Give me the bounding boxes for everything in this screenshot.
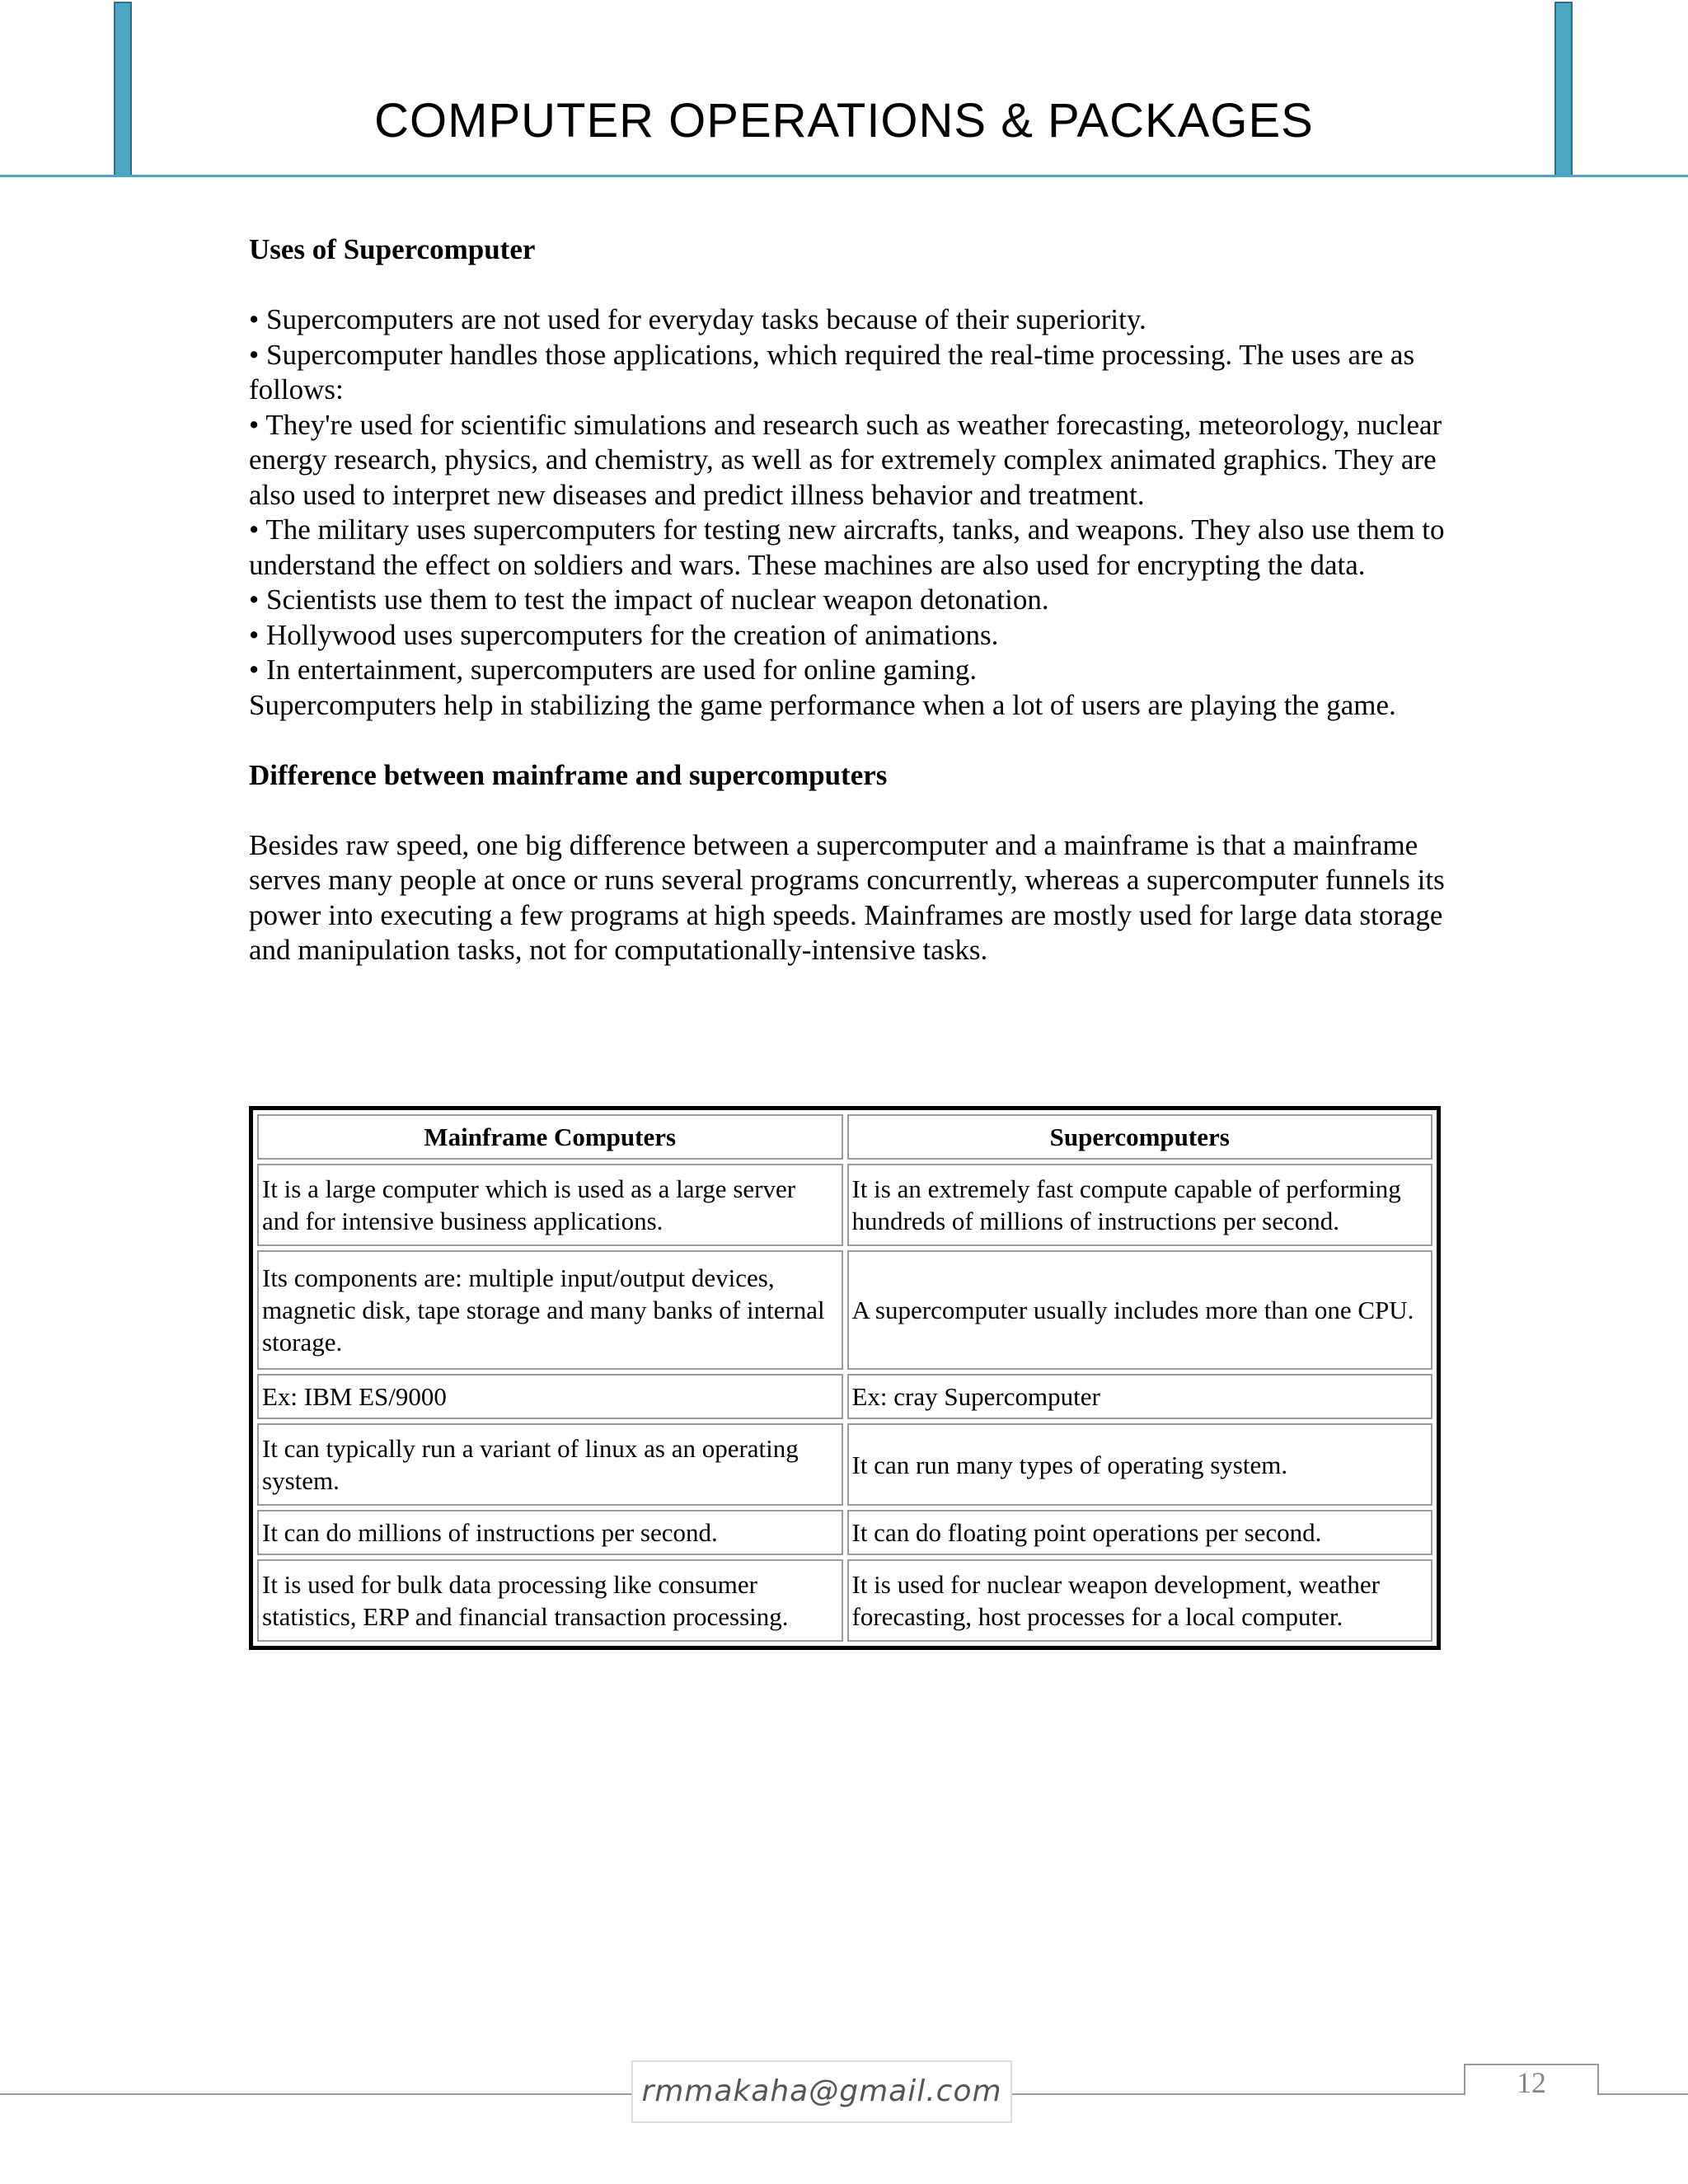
table-cell: It is used for bulk data processing like consumer statistics, ERP and financial transaction processing. [257,1559,843,1642]
table-row [257,1510,1432,1555]
table-cell: It can typically run a variant of linux as an operating system. [257,1423,843,1506]
footer-rule-middle [1012,2093,1465,2095]
header-right-bar [1554,2,1573,176]
table-cell: It can do millions of instructions per second. [257,1510,843,1555]
table-cell: Ex: cray Supercomputer [847,1374,1433,1419]
page-number: 12 [1517,2066,1546,2099]
table-cell: Its components are: multiple input/output devices, magnetic disk, tape storage and many banks of internal storage. [257,1250,843,1371]
header-left-bar [114,2,132,176]
table-header-row [257,1114,1432,1160]
bullet-line: • They're used for scientific simulations and research such as weather forecasting, meteorology, nuclear energy research, physics, and chemistry, as well as for extremely complex animated graphics. They are also used to interpret new diseases and predict illness behavior and treatment. [249,408,1442,511]
page-title: COMPUTER OPERATIONS & PACKAGES [374,94,1314,148]
table-cell: It is used for nuclear weapon development, weather forecasting, host processes for a local computer. [847,1559,1433,1642]
main-content [249,232,1452,968]
table-cell: Ex: IBM ES/9000 [257,1374,843,1419]
table-cell: It can do floating point operations per second. [847,1510,1433,1555]
table-row [257,1374,1432,1419]
section-heading-difference: Difference between mainframe and supercomputers [249,758,888,791]
paragraph-line: Supercomputers help in stabilizing the game performance when a lot of users are playing the game. [249,688,1396,721]
footer-email: rmmakaha@gmail.com [631,2060,1012,2123]
bullet-line: • Supercomputers are not used for everyday tasks because of their superiority. [249,303,1146,335]
section-heading-uses: Uses of Supercomputer [249,233,536,265]
table-row [257,1559,1432,1642]
bullet-line: • The military uses supercomputers for testing new aircrafts, tanks, and weapons. They also use them to understand the effect on soldiers and wars. These machines are also used for encrypting the data. [249,513,1445,581]
bullet-line: • In entertainment, supercomputers are used for online gaming. [249,654,978,686]
difference-paragraph: Besides raw speed, one big difference between a supercomputer and a mainframe is that a mainframe serves many people at once or runs several programs concurrently, whereas a supercomputer funnels its power into executing a few programs at high speeds. Mainframes are mostly used for large data storage and manipulation tasks, not for computationally-intensive tasks. [249,828,1445,966]
table-row [257,1423,1432,1506]
table-cell: It is a large computer which is used as a large server and for intensive business applications. [257,1164,843,1246]
footer-rule-right [1599,2093,1688,2095]
table-row [257,1250,1432,1371]
table-cell: A supercomputer usually includes more than one CPU. [847,1250,1433,1371]
bullet-line: • Supercomputer handles those applications, which required the real-time processing. The uses are as follows: [249,338,1415,405]
bullet-line: • Scientists use them to test the impact of nuclear weapon detonation. [249,583,1049,616]
comparison-table [249,1106,1441,1650]
table-cell: It is an extremely fast compute capable of performing hundreds of millions of instructions per second. [847,1164,1433,1246]
table-cell: It can run many types of operating system. [847,1423,1433,1506]
header-supercomputers: Supercomputers [847,1114,1433,1160]
header-rule [0,175,1688,177]
footer-rule-left [0,2093,635,2095]
table-row [257,1164,1432,1246]
header-mainframe: Mainframe Computers [257,1114,843,1160]
bullet-line: • Hollywood uses supercomputers for the creation of animations. [249,618,999,651]
